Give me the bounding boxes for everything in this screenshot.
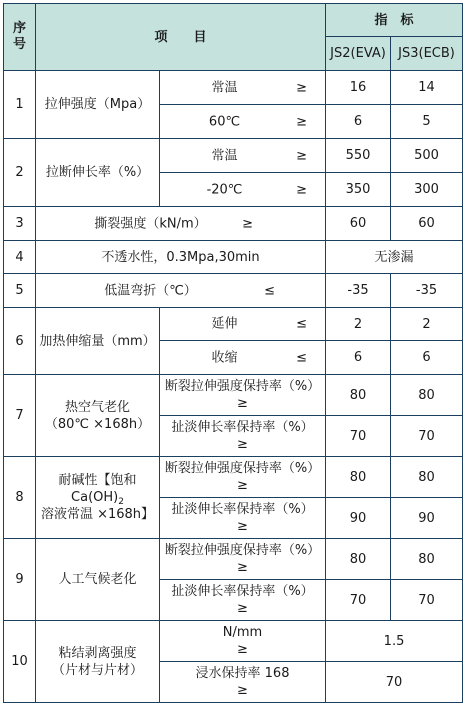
value-js3: 60 [391,207,463,241]
item-text: 低温弯折（℃） [104,283,197,298]
value-js3: 6 [391,341,463,375]
seq-cell: 2 [4,139,36,207]
condition-cell [160,457,326,498]
header-col-js3: JS3(ECB) [391,37,463,71]
value-js3: 300 [391,173,463,207]
seq-cell: 7 [4,375,36,457]
value-js3: 80 [391,457,463,498]
item-cell: 加热伸缩量（mm） [36,308,160,375]
header-seq [4,4,36,71]
condition-text: -20℃ [206,182,243,197]
table-row [4,207,463,241]
operator-text: ≤ [296,350,308,365]
item-line: （80℃ ×168h） [44,416,151,432]
condition-text: 扯淡伸长率保持率（%） [171,502,314,517]
operator-text: ≥ [296,148,308,163]
seq-cell: 4 [4,241,36,274]
value-js3: 5 [391,105,463,139]
operator-text: ≥ [237,683,248,698]
item-line: 耐碱性【饱和 [58,473,137,488]
operator-text: ≥ [296,80,308,95]
operator-text: ≤ [296,316,308,332]
seq-cell: 1 [4,71,36,139]
header-index: 指 标 [326,4,463,37]
seq-cell: 8 [4,457,36,539]
merged-value: 1.5 [326,621,463,662]
item-line-subscript: 2 [118,497,124,507]
condition-cell [160,498,326,539]
operator-text: ≤ [264,283,276,298]
item-cell: 不透水性，0.3Mpa,30min [36,241,326,274]
spec-table [3,3,463,703]
condition-cell [160,416,326,457]
value-js2: 16 [326,71,391,105]
item-line: （片材与片材） [51,662,143,678]
header-seq-text: 序号 [12,21,26,52]
value-js2: 60 [326,207,391,241]
condition-cell [160,621,326,662]
condition-cell [160,173,326,207]
value-js3: -35 [391,274,463,308]
item-cell [36,274,326,308]
seq-cell: 3 [4,207,36,241]
operator-text: ≥ [237,437,248,452]
item-cell: 拉伸强度（Mpa） [36,71,160,139]
item-cell [36,457,160,539]
condition-text: 断裂拉伸强度保持率（%） [164,379,321,394]
table-row [4,139,463,173]
condition-text: 扯淡伸长率保持率（%） [171,584,314,599]
operator-text: ≥ [237,560,248,575]
condition-cell [160,71,326,105]
table-row [4,539,463,580]
operator-text: ≥ [237,642,248,657]
condition-text: N/mm [222,625,263,640]
value-js2: 6 [326,341,391,375]
operator-text: ≥ [296,114,308,129]
value-js2: 80 [326,539,391,580]
seq-cell: 9 [4,539,36,621]
item-cell [36,375,160,457]
value-js3: 90 [391,498,463,539]
condition-cell [160,341,326,375]
merged-value: 70 [326,662,463,703]
value-js2: 70 [326,416,391,457]
value-js3: 500 [391,139,463,173]
condition-text: 断裂拉伸强度保持率（%） [164,543,321,558]
operator-text: ≥ [237,601,248,616]
condition-cell [160,139,326,173]
condition-text: 断裂拉伸强度保持率（%） [164,461,321,476]
condition-cell [160,539,326,580]
condition-cell [160,580,326,621]
condition-text: 收缩 [211,350,238,365]
value-js3: 14 [391,71,463,105]
condition-cell [160,375,326,416]
value-js3: 80 [391,539,463,580]
item-cell: 人工气候老化 [36,539,160,621]
item-cell [36,207,326,241]
operator-text: ≥ [237,519,248,534]
value-js3: 80 [391,375,463,416]
item-line: 热空气老化 [64,399,130,415]
value-js2: 2 [326,308,391,341]
value-js2: 350 [326,173,391,207]
value-js2: 80 [326,375,391,416]
value-js2: 70 [326,580,391,621]
header-col-js2: JS2(EVA) [326,37,391,71]
item-cell: 拉断伸长率（%） [36,139,160,207]
item-line: 粘结剥离强度 [58,645,137,661]
condition-text: 延伸 [211,316,238,332]
table-row [4,274,463,308]
value-js2: 550 [326,139,391,173]
merged-value: 无渗漏 [326,241,463,274]
value-js3: 2 [391,308,463,341]
value-js2: -35 [326,274,391,308]
header-item: 项 目 [36,4,326,71]
condition-text: 扯淡伸长率保持率（%） [171,420,314,435]
table-row [4,375,463,416]
item-line: 溶液常温 ×168h】 [40,507,155,522]
seq-cell: 6 [4,308,36,375]
operator-text: ≥ [237,396,248,411]
item-text: 撕裂强度（kN/m） [94,216,207,231]
table-row [4,241,463,274]
condition-cell [160,308,326,341]
table-row [4,457,463,498]
table-row [4,308,463,341]
item-cell [36,621,160,703]
value-js3: 70 [391,580,463,621]
item-line [38,489,157,506]
condition-cell [160,105,326,139]
seq-cell: 10 [4,621,36,703]
table-row [4,621,463,662]
value-js3: 70 [391,416,463,457]
condition-text: 常温 [211,148,238,163]
item-line-formula: Ca(OH) [71,490,119,505]
condition-cell [160,662,326,703]
value-js2: 80 [326,457,391,498]
value-js2: 90 [326,498,391,539]
condition-text: 浸水保持率 168 [195,666,290,681]
operator-text: ≥ [237,478,248,493]
operator-text: ≥ [296,182,308,197]
condition-text: 常温 [211,80,238,95]
operator-text: ≥ [242,216,254,231]
value-js2: 6 [326,105,391,139]
seq-cell: 5 [4,274,36,308]
table-row [4,71,463,105]
condition-text: 60℃ [208,114,241,129]
